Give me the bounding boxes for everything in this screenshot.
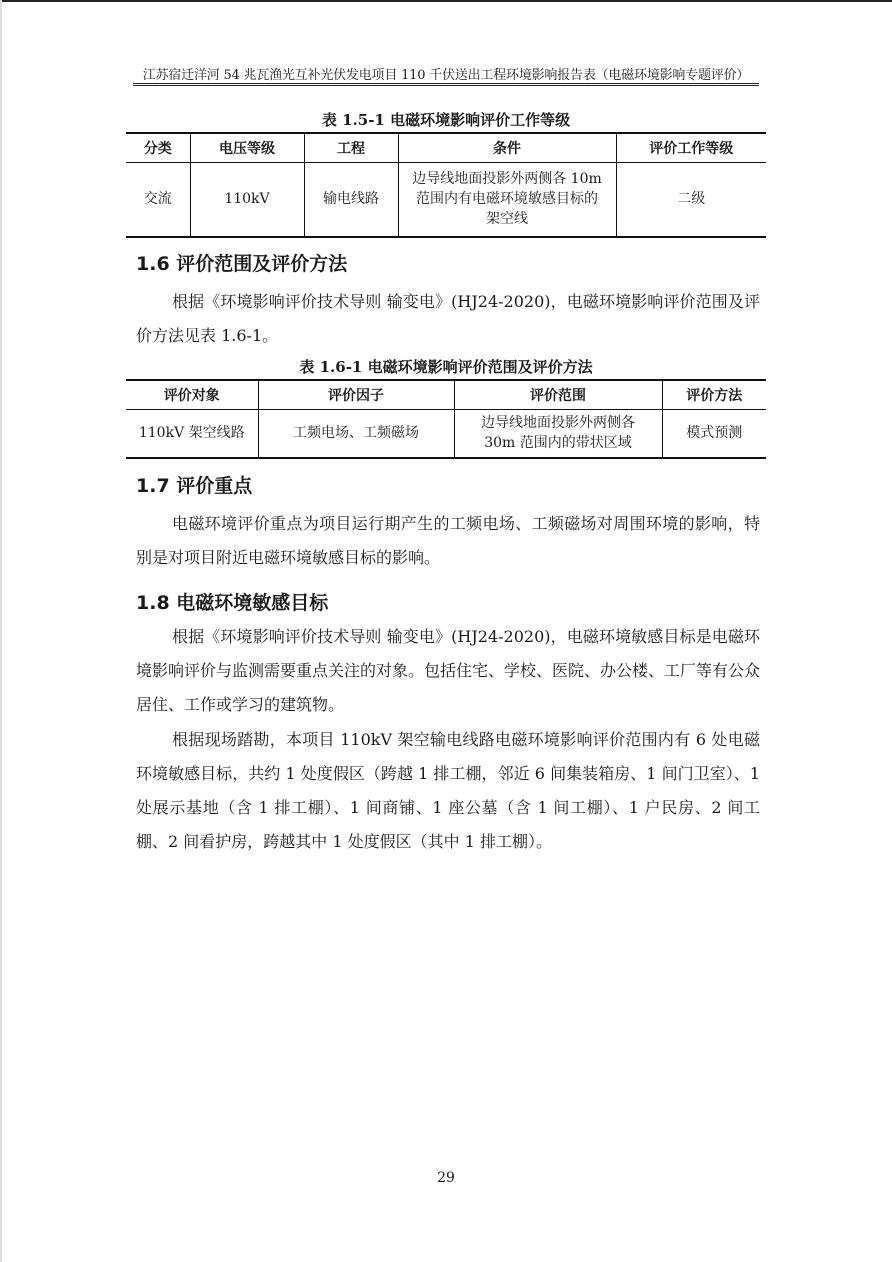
column-header: 条件 [398,133,616,163]
header-rule [133,83,759,86]
page-top-border [0,0,892,2]
table-cell: 交流 [126,163,190,237]
page-left-border [0,0,2,1262]
table-header-row [126,133,766,163]
table-cell: 110kV [190,163,304,237]
section-1-7-paragraph: 电磁环境评价重点为项目运行期产生的工频电场、工频磁场对周围环境的影响，特别是对项目附近电磁环境敏感目标的影响。 [136,514,760,567]
section-1-7-heading: 1.7 评价重点 [136,475,253,497]
table-1-5-1-caption: 表 1.5-1 电磁环境影响评价工作等级 [321,111,571,129]
section-1-6-paragraph: 根据《环境影响评价技术导则 输变电》(HJ24-2020)，电磁环境影响评价范围及评价方法见表 1.6-1。 [136,292,760,345]
column-header: 评价范围 [454,380,662,410]
table-cell: 工频电场、工频磁场 [258,410,454,458]
section-1-8-heading: 1.8 电磁环境敏感目标 [136,592,329,614]
column-header: 电压等级 [190,133,304,163]
table-1-6-1-caption: 表 1.6-1 电磁环境影响评价范围及评价方法 [299,358,593,376]
table-header-row [126,380,766,410]
column-header: 评价方法 [662,380,766,410]
running-header: 江苏宿迁洋河 54 兆瓦渔光互补光伏发电项目 110 千伏送出工程环境影响报告表（电磁环境影响专题评价） [142,68,750,83]
table-1-6-1 [126,379,766,459]
column-header: 评价工作等级 [616,133,766,163]
table-cell: 边导线地面投影外两侧各 30m 范围内的带状区域 [454,410,662,458]
table-cell: 边导线地面投影外两侧各 10m 范围内有电磁环境敏感目标的架空线 [398,163,616,237]
table-row [126,410,766,458]
section-1-6-heading: 1.6 评价范围及评价方法 [136,253,348,275]
column-header: 评价对象 [126,380,258,410]
section-1-8-paragraph-2: 根据现场踏勘，本项目 110kV 架空输电线路电磁环境影响评价范围内有 6 处电磁环境敏感目标，共约 1 处度假区（跨越 1 排工棚，邻近 6 间集装箱房、1 间门卫室）、1 处展示基地（含 1 排工棚）、1 间商铺、1 座公墓（含 1 间工棚）、1 户民房、2 间工棚、2 间看护房，跨越其中 1 处度假区（其中 1 排工棚）。 [136,730,760,851]
column-header: 工程 [304,133,398,163]
table-cell: 二级 [616,163,766,237]
table-1-5-1 [126,132,766,238]
section-1-8-paragraph-1: 根据《环境影响评价技术导则 输变电》(HJ24-2020)，电磁环境敏感目标是电磁环境影响评价与监测需要重点关注的对象。包括住宅、学校、医院、办公楼、工厂等有公众居住、工作或学习的建筑物。 [136,627,761,714]
table-cell: 输电线路 [304,163,398,237]
table-cell: 模式预测 [662,410,766,458]
table-row [126,163,766,237]
table-cell: 110kV 架空线路 [126,410,258,458]
page-number: 29 [437,1170,455,1186]
column-header: 分类 [126,133,190,163]
column-header: 评价因子 [258,380,454,410]
